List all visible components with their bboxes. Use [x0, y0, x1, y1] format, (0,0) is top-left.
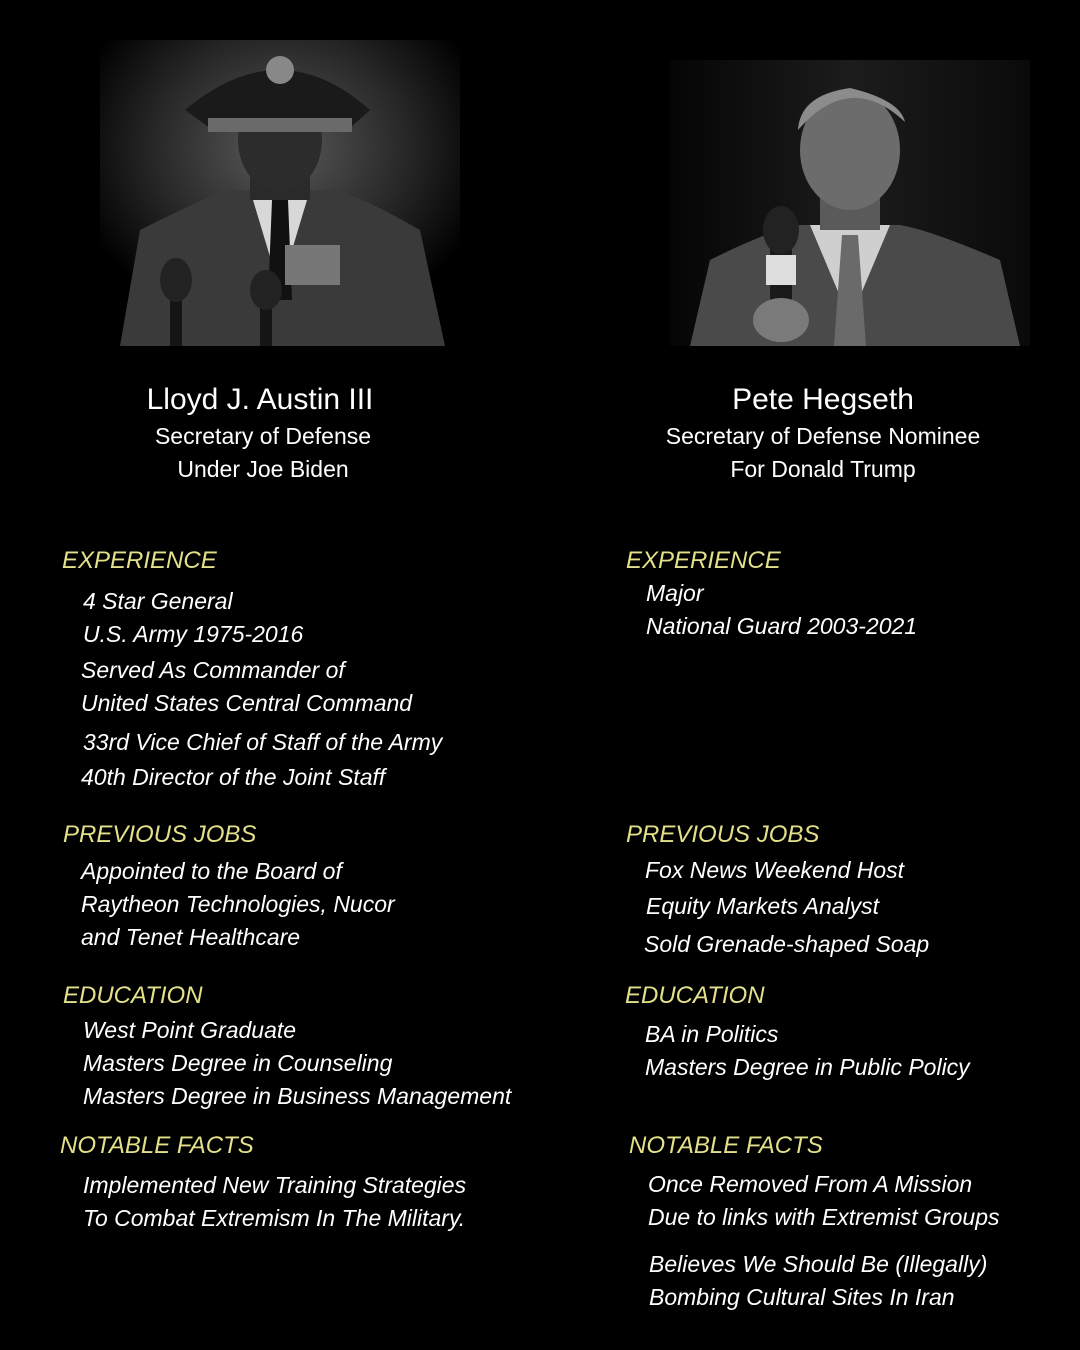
right-experience-heading: EXPERIENCE	[626, 547, 781, 574]
left-job-item: Appointed to the Board of	[81, 858, 342, 884]
right-education-heading: EDUCATION	[625, 982, 765, 1009]
left-education-item: West Point Graduate	[83, 1017, 297, 1043]
left-education-item: Masters Degree in Counseling	[83, 1050, 393, 1076]
left-title-line2: Under Joe Biden	[177, 456, 349, 482]
left-experience-item: 33rd Vice Chief of Staff of the Army	[83, 729, 443, 755]
left-experience-item: Served As Commander of	[81, 657, 345, 683]
left-jobs-heading: PREVIOUS JOBS	[63, 821, 257, 848]
left-job-item: and Tenet Healthcare	[81, 924, 301, 950]
right-experience-item: Major	[646, 580, 704, 606]
left-job-item: Raytheon Technologies, Nucor	[81, 891, 395, 917]
left-education-heading: EDUCATION	[63, 982, 203, 1009]
right-education-item: BA in Politics	[645, 1021, 779, 1047]
left-experience-item: 4 Star General	[83, 588, 233, 614]
left-fact-item: Implemented New Training Strategies	[83, 1172, 467, 1198]
left-experience-item: 40th Director of the Joint Staff	[81, 764, 386, 790]
left-experience-heading: EXPERIENCE	[62, 547, 217, 574]
left-name: Lloyd J. Austin III	[146, 383, 374, 416]
left-title-line1: Secretary of Defense	[154, 423, 372, 449]
right-jobs-heading: PREVIOUS JOBS	[626, 821, 820, 848]
left-education-item: Masters Degree in Business Management	[83, 1083, 512, 1109]
left-experience-item: United States Central Command	[81, 690, 413, 716]
left-facts-heading: NOTABLE FACTS	[60, 1132, 254, 1159]
hegseth-portrait-photo	[670, 60, 1030, 346]
right-fact-item: Due to links with Extremist Groups	[648, 1204, 1000, 1230]
right-experience-item: National Guard 2003-2021	[646, 613, 918, 639]
right-facts-heading: NOTABLE FACTS	[629, 1132, 823, 1159]
right-education-item: Masters Degree in Public Policy	[645, 1054, 970, 1080]
left-fact-item: To Combat Extremism In The Military.	[83, 1205, 466, 1231]
right-fact-item: Believes We Should Be (Illegally)	[649, 1251, 988, 1277]
right-job-item: Sold Grenade-shaped Soap	[644, 931, 930, 957]
right-job-item: Fox News Weekend Host	[645, 857, 905, 883]
right-title-line2: For Donald Trump	[730, 456, 916, 482]
austin-portrait-photo	[100, 40, 460, 346]
right-fact-item: Once Removed From A Mission	[648, 1171, 973, 1197]
right-title-line1: Secretary of Defense Nominee	[665, 423, 981, 449]
right-fact-item: Bombing Cultural Sites In Iran	[649, 1284, 955, 1310]
right-job-item: Equity Markets Analyst	[646, 893, 880, 919]
right-name: Pete Hegseth	[732, 383, 914, 416]
left-experience-item: U.S. Army 1975-2016	[83, 621, 304, 647]
